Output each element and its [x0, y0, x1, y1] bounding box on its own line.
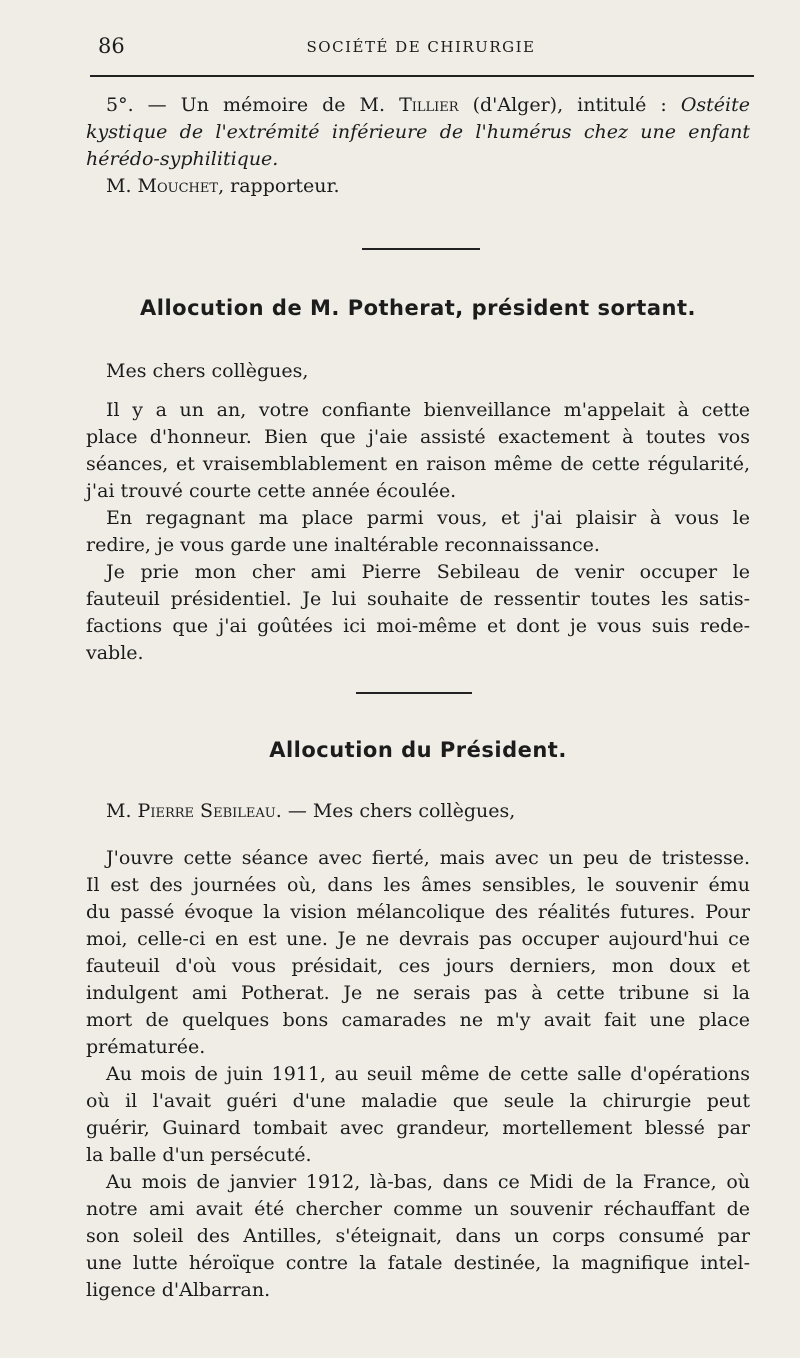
section1-greeting: Mes chers collègues, — [106, 360, 309, 382]
memoire-prefix: 5°. — Un mémoire de M. — [106, 94, 400, 116]
section-heading-2: Allocution du Président. — [269, 738, 567, 762]
section1-line: séances, et vraisemblablement en raison même de cette régularité, — [86, 453, 750, 475]
section-heading-1: Allocution de M. Potherat, président sortant. — [140, 296, 696, 320]
section-divider-1 — [362, 248, 480, 250]
section2-line: prématurée. — [86, 1036, 206, 1058]
section1-line: vable. — [86, 642, 144, 664]
section2-line: guérir, Guinard tombait avec grandeur, mortellement blessé par — [86, 1117, 750, 1139]
rapporteur-name: Mouchet — [137, 175, 219, 197]
memoire-line-3: hérédo-syphilitique. — [86, 148, 279, 170]
section2-line: Il est des journées où, dans les âmes sensibles, le souvenir ému — [86, 874, 750, 896]
section-divider-2 — [356, 692, 472, 694]
section1-line: factions que j'ai goûtées ici moi-même et dont je vous suis rede- — [86, 615, 750, 637]
section2-line: indulgent ami Potherat. Je ne serais pas à cette tribune si la — [86, 982, 750, 1004]
section1-line: place d'honneur. Bien que j'aie assisté exactement à toutes vos — [86, 426, 750, 448]
section1-line: redire, je vous garde une inaltérable reconnaissance. — [86, 534, 600, 556]
memoire-rapporteur — [86, 173, 750, 200]
section2-line: une lutte héroïque contre la fatale destinée, la magnifique intel- — [86, 1252, 750, 1274]
memoire-title-start: Ostéite — [680, 94, 750, 116]
section1-line: En regagnant ma place parmi vous, et j'ai plaisir à vous le — [106, 507, 750, 529]
rapporteur-prefix: M. — [106, 175, 138, 197]
memoire-line-2: kystique de l'extrémité inférieure de l'humérus chez une enfant — [86, 121, 750, 143]
memoire-entry — [86, 92, 750, 200]
section1-line: j'ai trouvé courte cette année écoulée. — [86, 480, 457, 502]
section1-line: fauteuil présidentiel. Je lui souhaite de ressentir toutes les satis- — [86, 588, 750, 610]
rapporteur-suffix: , rapporteur. — [218, 175, 340, 197]
section2-line: mort de quelques bons camarades ne m'y avait fait une place — [86, 1009, 750, 1031]
speaker-name: Pierre Sebileau — [137, 800, 276, 822]
section2-line: moi, celle-ci en est une. Je ne devrais pas occuper aujourd'hui ce — [86, 928, 750, 950]
section1-body — [86, 358, 750, 385]
section2-line: où il l'avait guéri d'une maladie que seule la chirurgie peut — [86, 1090, 750, 1112]
running-head: SOCIÉTÉ DE CHIRURGIE — [306, 38, 536, 56]
section2-line: son soleil des Antilles, s'éteignait, dans un corps consumé par — [86, 1225, 750, 1247]
section2-line: J'ouvre cette séance avec fierté, mais avec un peu de tristesse. — [106, 847, 750, 869]
memoire-mid: (d'Alger), intitulé : — [458, 94, 681, 116]
section2-line: fauteuil d'où vous présidait, ces jours derniers, mon doux et — [86, 955, 750, 977]
speaker-suffix: . — Mes chers collègues, — [275, 800, 516, 822]
speaker-prefix: M. — [106, 800, 138, 822]
section2-line: la balle d'un persécuté. — [86, 1144, 312, 1166]
section2-line: Au mois de janvier 1912, là-bas, dans ce Midi de la France, où — [106, 1171, 750, 1193]
section2-line: ligence d'Albarran. — [86, 1279, 271, 1301]
section2-line: notre ami avait été chercher comme un souvenir réchauffant de — [86, 1198, 750, 1220]
section2-line: Au mois de juin 1911, au seuil même de cette salle d'opérations — [106, 1063, 750, 1085]
memoire-author: Tillier — [399, 94, 459, 116]
memoire-line-1 — [86, 92, 750, 119]
page-number: 86 — [98, 34, 125, 58]
section1-line: Il y a un an, votre confiante bienveillance m'appelait à cette — [106, 399, 750, 421]
section2-line: du passé évoque la vision mélancolique des réalités futures. Pour — [86, 901, 750, 923]
section1-paragraphs — [86, 397, 750, 667]
section1-line: Je prie mon cher ami Pierre Sebileau de venir occuper le — [106, 561, 750, 583]
section2-speaker — [86, 798, 750, 825]
page-header — [90, 34, 752, 62]
section2-paragraphs — [86, 845, 750, 1304]
speaker-line — [86, 798, 750, 825]
header-rule — [90, 75, 754, 77]
